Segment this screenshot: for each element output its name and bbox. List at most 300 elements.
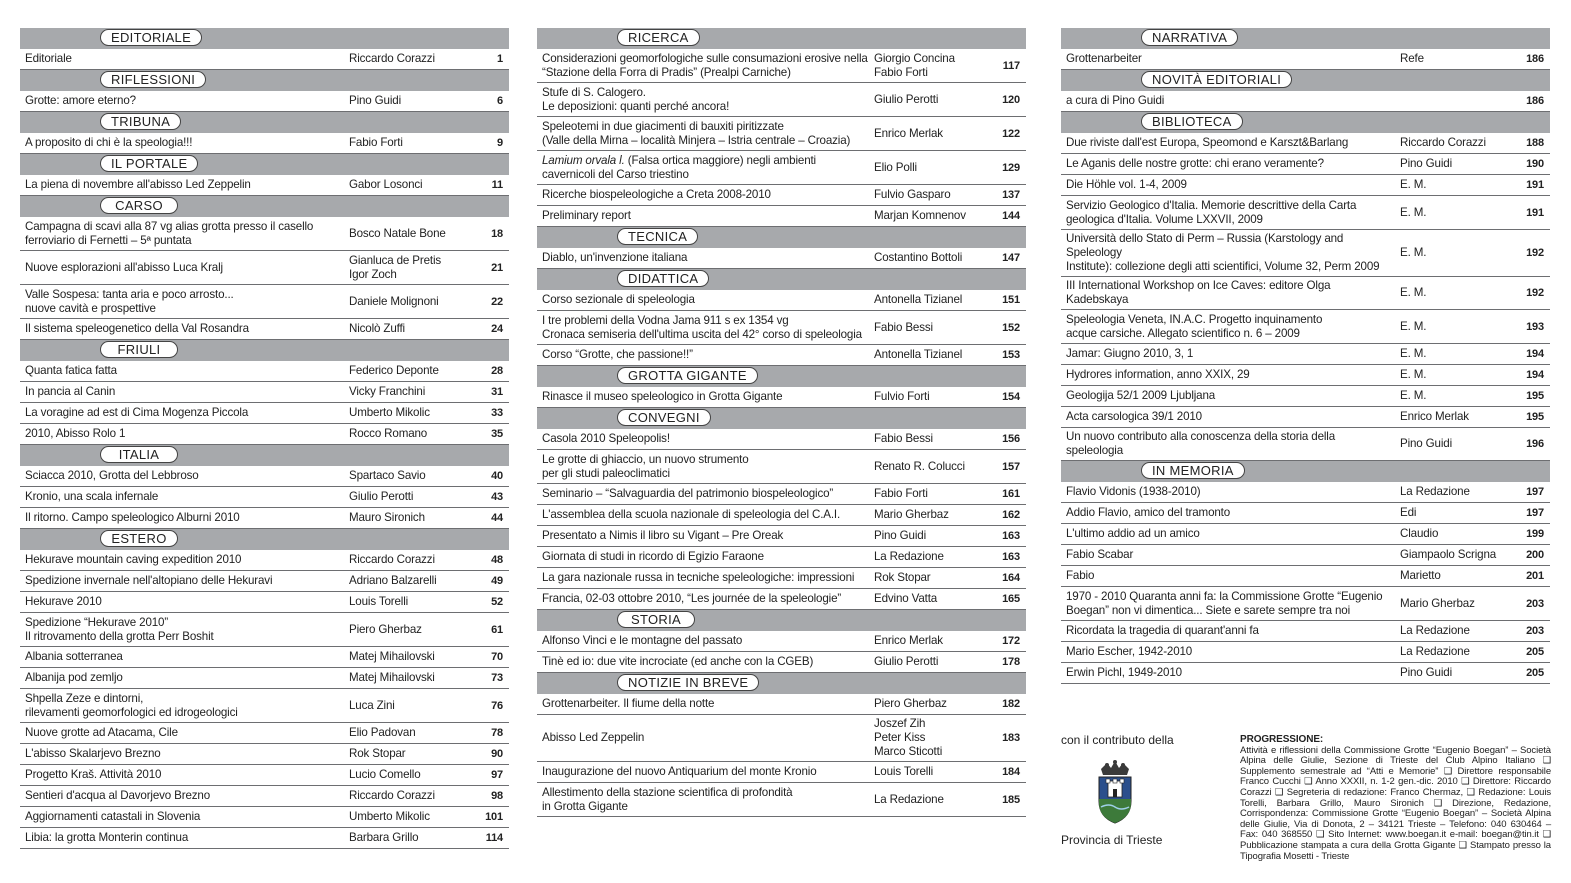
entry-page: 185 — [1002, 793, 1020, 806]
entry-author: Umberto Mikolic — [349, 810, 430, 823]
toc-entry[interactable] — [20, 382, 509, 403]
entry-title: Kronio, una scala infernale — [25, 490, 159, 503]
entry-title: Editoriale — [25, 52, 72, 65]
toc-entry[interactable] — [1061, 196, 1550, 230]
entry-title-line: geologica d'Italia. Volume LXXVII, 2009 — [1066, 212, 1263, 226]
section-title-didattica: DIDATTICA — [617, 270, 709, 287]
toc-entry[interactable] — [537, 387, 1026, 408]
entry-page: 18 — [491, 227, 503, 240]
entry-title — [1061, 588, 1400, 620]
toc-entry[interactable] — [537, 311, 1026, 345]
entry-page: 117 — [1002, 59, 1020, 72]
toc-entry[interactable] — [1061, 91, 1550, 112]
entry-title-line: Le grotte di ghiaccio, un nuovo strumento — [542, 452, 749, 466]
toc-entry[interactable] — [1061, 587, 1550, 621]
entry-title: Corso sezionale di speleologia — [542, 293, 695, 306]
entry-page: 191 — [1526, 206, 1544, 219]
toc-entry[interactable] — [20, 285, 509, 319]
entry-author — [1400, 99, 1522, 103]
toc-entry[interactable] — [20, 744, 509, 765]
entry-title-line: nuove cavità e prospettive — [25, 301, 156, 315]
entry-title: Le Aganis delle nostre grotte: chi erano veramente? — [1066, 157, 1324, 170]
text-line: Marco Sticotti — [874, 745, 943, 758]
section-title-tecnica: TECNICA — [617, 228, 698, 245]
provincia-crest-icon — [1091, 759, 1139, 827]
entry-title: La gara nazionale russa in tecniche speleologiche: impressioni — [542, 571, 855, 584]
toc-entry[interactable] — [20, 319, 509, 340]
entry-title: Tinè ed io: due vite incrociate (ed anche con la CGEB) — [542, 655, 814, 668]
entry-page: 163 — [1002, 551, 1020, 563]
entry-title: Albania sotterranea — [25, 650, 123, 663]
entry-page: 203 — [1526, 597, 1544, 610]
section-header-band — [537, 366, 1026, 387]
section-header-band — [20, 340, 509, 361]
entry-author: Matej Mihailovski — [349, 650, 435, 663]
toc-entry[interactable] — [537, 783, 1026, 817]
entry-page: 6 — [497, 95, 503, 107]
entry-title — [1061, 230, 1400, 276]
entry-title: Grottenarbeiter — [1066, 52, 1142, 65]
entry-title-line: Lamium orvala l. (Falsa ortica maggiore) negli ambienti — [542, 153, 816, 167]
section-title-narrativa: NARRATIVA — [1141, 29, 1238, 46]
section-header-band — [537, 408, 1026, 429]
entry-author: La Redazione — [1400, 645, 1470, 658]
entry-title: Ricordata la tragedia di quarant'anni fa — [1066, 624, 1259, 637]
entry-title: Rinasce il museo speleologico in Grotta Gigante — [542, 390, 783, 403]
entry-page: 156 — [1002, 433, 1020, 445]
entry-title: Alfonso Vinci e le montagne del passato — [542, 634, 743, 647]
toc-entry[interactable] — [20, 487, 509, 508]
toc-entry[interactable] — [1061, 503, 1550, 524]
entry-author: Mario Gherbaz — [874, 508, 949, 521]
entry-author: Marjan Komnenov — [874, 209, 966, 222]
section-title-friuli: FRIULI — [100, 341, 178, 358]
entry-title: Il sistema speleogenetico della Val Rosandra — [25, 322, 249, 335]
entry-author: Giulio Perotti — [349, 490, 414, 503]
toc-entry[interactable] — [537, 694, 1026, 715]
toc-entry[interactable] — [20, 466, 509, 487]
entry-title — [537, 84, 874, 116]
entry-title: Casola 2010 Speleopolis! — [542, 432, 670, 445]
species-name: Lamium orvala l. — [542, 153, 625, 167]
toc-entry[interactable] — [20, 689, 509, 723]
entry-page: 151 — [1002, 294, 1020, 306]
entry-page: 195 — [1526, 390, 1544, 402]
toc-entry[interactable] — [1061, 642, 1550, 663]
toc-entry[interactable] — [537, 151, 1026, 185]
section-header-band — [20, 112, 509, 133]
entry-title-line: 1970 - 2010 Quaranta anni fa: la Commissione Grotte “Eugenio — [1066, 589, 1383, 603]
toc-entry[interactable] — [537, 652, 1026, 673]
entry-author: Riccardo Corazzi — [1400, 136, 1486, 149]
toc-entry[interactable] — [1061, 663, 1550, 684]
entry-author: Mauro Sironich — [349, 511, 425, 524]
entry-title-line: Boegan” non vi dimentica... Siete e sarete sempre tra noi — [1066, 603, 1351, 617]
entry-title-line: cavernicoli del Carso triestino — [542, 167, 689, 181]
entry-page: 196 — [1526, 438, 1544, 450]
entry-title-line: Stufe di S. Calogero. — [542, 85, 646, 99]
toc-entry[interactable] — [537, 206, 1026, 227]
entry-page: 76 — [491, 699, 503, 712]
toc-entry[interactable] — [20, 175, 509, 196]
entry-title — [537, 152, 874, 184]
entry-page: 201 — [1526, 570, 1544, 582]
entry-author: Matej Mihailovski — [349, 671, 435, 684]
entry-title: Erwin Pichl, 1949-2010 — [1066, 666, 1182, 679]
toc-entry[interactable] — [1061, 365, 1550, 386]
entry-title: III International Workshop on Ice Caves: editore Olga Kadebskaya — [1066, 279, 1331, 306]
entry-page: 154 — [1002, 391, 1020, 403]
entry-page: 144 — [1002, 210, 1020, 222]
entry-author: Fulvio Forti — [874, 390, 930, 403]
toc-entry[interactable] — [537, 526, 1026, 547]
entry-title-line: Spedizione “Hekurave 2010” — [25, 615, 169, 629]
entry-author: Fabio Forti — [874, 487, 928, 500]
entry-title-line: rilevamenti geomorfologici ed idrogeologici — [25, 705, 238, 719]
entry-author: Lucio Comello — [349, 768, 421, 781]
entry-title: Die Höhle vol. 1-4, 2009 — [1066, 178, 1187, 191]
entry-page: 199 — [1526, 528, 1544, 540]
text-line: Joszef Zih — [874, 717, 926, 730]
toc-entry[interactable] — [537, 345, 1026, 366]
entry-title-line: I tre problemi della Vodna Jama 911 s ex 1354 vg — [542, 313, 789, 327]
entry-page: 191 — [1526, 179, 1544, 191]
toc-entry[interactable] — [20, 647, 509, 668]
toc-entry[interactable] — [537, 49, 1026, 83]
toc-entry[interactable] — [537, 631, 1026, 652]
entry-author: Antonella Tizianel — [874, 293, 963, 306]
entry-page: 190 — [1526, 158, 1544, 170]
toc-entry[interactable] — [20, 133, 509, 154]
entry-page: 203 — [1526, 625, 1544, 637]
toc-entry[interactable] — [20, 91, 509, 112]
toc-entry[interactable] — [20, 361, 509, 382]
entry-page: 137 — [1002, 189, 1020, 201]
toc-entry[interactable] — [20, 765, 509, 786]
section-title-estero: ESTERO — [100, 530, 178, 547]
entry-title-line: Speleologia Veneta, IN.A.C. Progetto inquinamento — [1066, 312, 1323, 326]
entry-page: 147 — [1002, 252, 1020, 264]
entry-title: In pancia al Canin — [25, 385, 116, 398]
entry-page: 165 — [1002, 593, 1020, 605]
entry-title-line: acque carsiche. Allegato scientifico n. 6 – 2009 — [1066, 326, 1300, 340]
section-title-tribuna: TRIBUNA — [100, 113, 181, 130]
text-line: Fabio Forti — [874, 65, 928, 79]
entry-page: 70 — [491, 651, 503, 663]
entry-title: Seminario – “Salvaguardia del patrimonio biospeleologico” — [542, 487, 834, 500]
entry-author: E. M. — [1400, 347, 1427, 360]
entry-title: Presentato a Nimis il libro su Vigant – Pre Oreak — [542, 529, 784, 542]
entry-title-line: Considerazioni geomorfologiche sulle consumazioni erosive nella — [542, 51, 868, 65]
entry-author: E. M. — [1400, 389, 1427, 402]
entry-title: Mario Escher, 1942-2010 — [1066, 645, 1193, 658]
toc-entry[interactable] — [537, 83, 1026, 117]
entry-title — [537, 784, 874, 816]
entry-page: 61 — [491, 623, 503, 636]
section-title-carso: CARSO — [100, 197, 178, 214]
toc-entry[interactable] — [1061, 407, 1550, 428]
entry-title: Corso “Grotte, che passione!!” — [542, 348, 693, 361]
toc-column-middle — [537, 28, 1026, 817]
entry-page: 194 — [1526, 369, 1544, 381]
toc-entry[interactable] — [20, 786, 509, 807]
colophon-text: Attività e riflessioni della Commissione Grotte “Eugenio Boegan” – Società Alpina delle Giulie, Sezione di Trieste del Club Alpino Italiano ❑ Supplemento semestrale ad “Atti e Memorie” ❑ Direttore responsabile Franco Cucchi ❑ Anno XXXII, n. 1-2 gen.-dic. 2010 ❑ Direttore: Riccardo Corazzi ❑ Segreteria di redazione: Franco Chermaz, ❑ Redazione: Louis Torelli, Barbara Grillo, Mauro Sironich ❑ Direzione, Redazione, Corrispondenza: Commissione Grotte “Eugenio Boegan” – Società Alpina delle Giulie, Via di Donota, 2 – 34121 Trieste – Telefono: 040 630464 – Fax: 040 368550 ❑ Sito Internet: www.boegan.it e-mail: boegan@tin.it ❑ Pubblicazione stampata a cura della Grotta Gigante ❑ Stampato presso la Tipografia Mosetti - Trieste — [1240, 744, 1551, 862]
entry-title-line: Cronaca semiseria dell'ultima uscita del 42° corso di speleologia — [542, 327, 862, 341]
entry-title: La piena di novembre all'abisso Led Zeppelin — [25, 178, 251, 191]
section-header-band — [537, 673, 1026, 694]
entry-title: a cura di Pino Guidi — [1066, 94, 1165, 107]
entry-title: Nuove esplorazioni all'abisso Luca Kralj — [25, 260, 223, 274]
entry-page: 188 — [1526, 137, 1544, 149]
entry-page: 163 — [1002, 530, 1020, 542]
entry-page: 192 — [1526, 247, 1544, 259]
entry-author: Fulvio Gasparo — [874, 188, 951, 201]
section-header-band — [1061, 461, 1550, 482]
entry-title — [20, 218, 349, 250]
toc-entry[interactable] — [537, 290, 1026, 311]
toc-entry[interactable] — [20, 508, 509, 529]
toc-entry[interactable] — [537, 505, 1026, 526]
entry-author: Rok Stopar — [874, 571, 931, 584]
entry-title: Abisso Led Zeppelin — [542, 731, 645, 744]
entry-page: 43 — [491, 491, 503, 503]
entry-author: Refe — [1400, 52, 1424, 65]
toc-entry[interactable] — [537, 589, 1026, 610]
entry-author: Giampaolo Scrigna — [1400, 548, 1497, 561]
entry-author: Costantino Bottoli — [874, 251, 963, 264]
entry-title-line: per gli studi paleoclimatici — [542, 466, 670, 480]
section-header-band — [537, 28, 1026, 49]
entry-author: E. M. — [1400, 205, 1427, 219]
entry-page: 182 — [1002, 698, 1020, 710]
entry-author: Fabio Forti — [349, 136, 403, 149]
entry-title — [537, 118, 874, 150]
toc-entry[interactable] — [20, 251, 509, 285]
entry-title: Grottenarbeiter. Il fiume della notte — [542, 697, 715, 710]
entry-author: E. M. — [1400, 178, 1427, 191]
entry-title: Giornata di studi in ricordo di Egizio Faraone — [542, 550, 764, 563]
entry-title: Due riviste dall'est Europa, Speomond e Karszt&Barlang — [1066, 136, 1349, 149]
entry-page: 9 — [497, 137, 503, 149]
toc-entry[interactable] — [20, 424, 509, 445]
entry-title-line: Il ritrovamento della grotta Perr Boshit — [25, 629, 214, 643]
entry-author: Gabor Losonci — [349, 178, 423, 191]
entry-page: 33 — [491, 407, 503, 419]
entry-title: Grotte: amore eterno? — [25, 94, 136, 107]
toc-entry[interactable] — [1061, 524, 1550, 545]
toc-entry[interactable] — [20, 217, 509, 251]
entry-author: La Redazione — [1400, 624, 1470, 637]
entry-title: Addio Flavio, amico del tramonto — [1066, 506, 1231, 519]
toc-entry[interactable] — [1061, 566, 1550, 587]
toc-entry[interactable] — [1061, 310, 1550, 344]
entry-author: Giulio Perotti — [874, 655, 939, 668]
section-header-band — [20, 529, 509, 550]
entry-author: E. M. — [1400, 286, 1427, 299]
toc-entry[interactable] — [537, 484, 1026, 505]
entry-title-line: ferroviario di Fernetti – 5ª puntata — [25, 233, 192, 247]
entry-author: Luca Zini — [349, 698, 395, 712]
toc-entry[interactable] — [537, 568, 1026, 589]
entry-page: 90 — [491, 748, 503, 760]
entry-title: Albanija pod zemljo — [25, 671, 123, 684]
entry-author — [349, 252, 481, 284]
entry-page: 35 — [491, 428, 503, 440]
entry-author: Antonella Tizianel — [874, 348, 963, 361]
entry-author: Elio Padovan — [349, 726, 416, 739]
entry-page: 122 — [1002, 127, 1020, 140]
toc-entry[interactable] — [20, 550, 509, 571]
toc-entry[interactable] — [1061, 482, 1550, 503]
entry-title: Nuove grotte ad Atacama, Cile — [25, 726, 178, 739]
section-title-il-portale: IL PORTALE — [100, 155, 198, 172]
entry-page: 200 — [1526, 549, 1544, 561]
entry-author: Enrico Merlak — [1400, 410, 1469, 423]
entry-title: L'abisso Skalarjevo Brezno — [25, 747, 161, 760]
entry-author: Umberto Mikolic — [349, 406, 430, 419]
entry-page: 97 — [491, 769, 503, 781]
entry-author: Piero Gherbaz — [874, 697, 947, 710]
toc-entry[interactable] — [537, 547, 1026, 568]
text-line: Gianluca de Pretis — [349, 253, 442, 267]
toc-entry[interactable] — [1061, 386, 1550, 407]
section-header-band — [1061, 112, 1550, 133]
section-header-band — [537, 227, 1026, 248]
entry-page: 197 — [1526, 486, 1544, 498]
toc-entry[interactable] — [537, 429, 1026, 450]
entry-page: 129 — [1002, 161, 1020, 174]
toc-entry[interactable] — [1061, 230, 1550, 277]
toc-entry[interactable] — [20, 592, 509, 613]
entry-author: Giulio Perotti — [874, 92, 939, 106]
entry-author: Pino Guidi — [349, 94, 401, 107]
toc-entry[interactable] — [1061, 621, 1550, 642]
entry-author: La Redazione — [874, 792, 944, 806]
entry-author: Riccardo Corazzi — [349, 52, 435, 65]
entry-title: Hydrores information, anno XXIX, 29 — [1066, 368, 1250, 381]
toc-entry[interactable] — [1061, 49, 1550, 70]
entry-page: 183 — [1002, 732, 1020, 744]
entry-author: Marietto — [1400, 569, 1441, 582]
sponsor-block — [1061, 733, 1221, 847]
entry-title: Fabio Scabar — [1066, 548, 1134, 561]
entry-page: 184 — [1002, 766, 1020, 778]
entry-author: E. M. — [1400, 319, 1427, 333]
section-title-notizie-in-breve: NOTIZIE IN BREVE — [617, 674, 759, 691]
entry-title: Diablo, un'invenzione italiana — [542, 251, 688, 264]
toc-entry[interactable] — [537, 185, 1026, 206]
toc-entry[interactable] — [20, 723, 509, 744]
toc-entry[interactable] — [1061, 175, 1550, 196]
section-header-band — [20, 445, 509, 466]
entry-author: E. M. — [1400, 368, 1427, 381]
entry-author: La Redazione — [1400, 485, 1470, 498]
entry-title: Progetto Kraš. Attività 2010 — [25, 768, 162, 781]
entry-page: 157 — [1002, 460, 1020, 473]
entry-page: 78 — [491, 727, 503, 739]
section-title-novita-editoriali: NOVITÀ EDITORIALI — [1141, 71, 1292, 88]
entry-title: L'ultimo addio ad un amico — [1066, 527, 1200, 540]
entry-author: E. M. — [1400, 246, 1427, 259]
toc-entry[interactable] — [20, 613, 509, 647]
toc-entry[interactable] — [537, 450, 1026, 484]
entry-page: 178 — [1002, 656, 1020, 668]
entry-author: Claudio — [1400, 527, 1439, 540]
entry-author: La Redazione — [874, 550, 944, 563]
entry-title: L'assemblea della scuola nazionale di speleologia del C.A.I. — [542, 508, 841, 521]
section-header-band — [537, 269, 1026, 290]
entry-page: 44 — [491, 512, 503, 524]
toc-entry[interactable] — [20, 807, 509, 828]
toc-entry[interactable] — [20, 403, 509, 424]
entry-author: Spartaco Savio — [349, 469, 426, 482]
section-title-biblioteca: BIBLIOTECA — [1141, 113, 1243, 130]
entry-title: Francia, 02-03 ottobre 2010, “Les journée de la speleologie” — [542, 592, 842, 605]
entry-title: Jamar: Giugno 2010, 3, 1 — [1066, 347, 1194, 360]
entry-page: 11 — [491, 179, 503, 191]
entry-author: Edvino Vatta — [874, 592, 938, 605]
entry-page: 161 — [1002, 488, 1020, 500]
entry-page: 120 — [1002, 93, 1020, 106]
toc-entry[interactable] — [20, 571, 509, 592]
entry-title: Ricerche biospeleologiche a Creta 2008-2010 — [542, 188, 771, 201]
entry-page: 205 — [1526, 667, 1544, 679]
entry-page: 205 — [1526, 646, 1544, 658]
entry-page: 1 — [497, 53, 503, 65]
toc-entry[interactable] — [1061, 133, 1550, 154]
toc-entry[interactable] — [1061, 344, 1550, 365]
section-title-grotta-gigante: GROTTA GIGANTE — [617, 367, 758, 384]
section-header-band — [1061, 28, 1550, 49]
entry-page: 98 — [491, 790, 503, 802]
entry-title: Sentieri d'acqua al Davorjevo Brezno — [25, 789, 210, 802]
entry-title: A proposito di chi è la speologia!!! — [25, 136, 193, 149]
toc-entry[interactable] — [1061, 545, 1550, 566]
entry-page: 114 — [485, 832, 503, 844]
toc-entry[interactable] — [20, 49, 509, 70]
toc-entry[interactable] — [537, 248, 1026, 269]
entry-title-line: Institute): collezione degli atti scientifici, Volume 32, Perm 2009 — [1066, 260, 1380, 273]
section-header-band — [537, 610, 1026, 631]
entry-title: Acta carsologica 39/1 2010 — [1066, 410, 1202, 423]
entry-author: Edi — [1400, 506, 1417, 519]
entry-title: La voragine ad est di Cima Mogenza Piccola — [25, 406, 249, 419]
entry-author: Mario Gherbaz — [1400, 596, 1475, 610]
entry-title-line: Valle Sospesa: tanta aria e poco arrosto... — [25, 287, 234, 301]
entry-title-line: Campagna di scavi alla 87 vg alias grotta presso il casello — [25, 219, 314, 233]
entry-title: Un nuovo contributo alla conoscenza della storia della speleologia — [1066, 430, 1336, 457]
sponsor-label: con il contributo della — [1061, 733, 1174, 747]
entry-author: Nicolò Zuffi — [349, 322, 405, 335]
entry-author: Barbara Grillo — [349, 831, 419, 844]
toc-entry[interactable] — [537, 117, 1026, 151]
toc-entry[interactable] — [1061, 428, 1550, 461]
toc-entry[interactable] — [1061, 154, 1550, 175]
entry-author: Pino Guidi — [874, 529, 926, 542]
entry-author: Adriano Balzarelli — [349, 574, 437, 587]
toc-entry[interactable] — [20, 828, 509, 849]
entry-author: Piero Gherbaz — [349, 622, 422, 636]
toc-entry[interactable] — [20, 668, 509, 689]
toc-column-left — [20, 28, 509, 849]
entry-author: Enrico Merlak — [874, 126, 943, 140]
entry-author: Pino Guidi — [1400, 157, 1452, 170]
toc-entry[interactable] — [537, 715, 1026, 762]
toc-column-right — [1061, 28, 1550, 684]
section-title-riflessioni: RIFLESSIONI — [100, 71, 206, 88]
toc-entry[interactable] — [537, 762, 1026, 783]
toc-entry[interactable] — [1061, 277, 1550, 310]
